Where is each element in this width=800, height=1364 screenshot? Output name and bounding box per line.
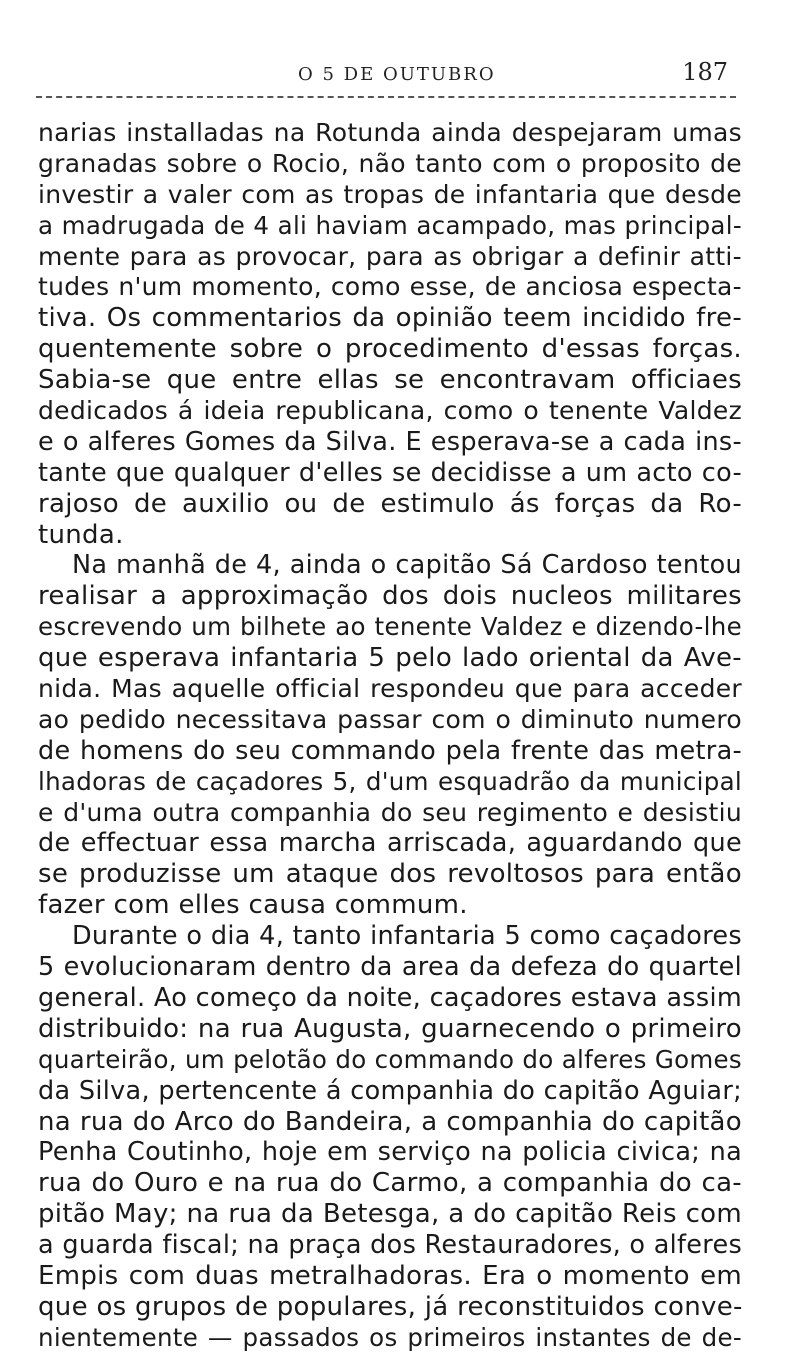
text-line: da Silva, pertencente á companhia do capitão Aguiar;	[38, 1075, 742, 1106]
header-rule	[36, 96, 736, 98]
text-line: Durante o dia 4, tanto infantaria 5 como caçadores	[72, 921, 742, 952]
text-line: granadas sobre o Rocio, não tanto com o proposito de	[38, 148, 742, 178]
text-line: de effectuar essa marcha arriscada, aguardando que	[38, 828, 742, 859]
text-line: lhadoras de caçadores 5, d'um esquadrão da municipal	[38, 766, 742, 796]
text-line: tudes n'um momento, como esse, de anciosa especta-	[38, 272, 742, 302]
text-line: 5 evolucionaram dentro da area da defeza do quartel	[38, 952, 742, 983]
text-line: a guarda fiscal; na praça dos Restauradores, o alferes	[38, 1230, 743, 1261]
text-line: e d'uma outra companhia do seu regimento e desistiu	[38, 797, 742, 827]
text-line: Sabia-se que entre ellas se encontravam officiaes	[38, 365, 742, 396]
text-line: na rua do Arco do Bandeira, a companhia do capitão	[38, 1106, 742, 1137]
text-line: quentemente sobre o procedimento d'essas forças.	[38, 334, 742, 365]
text-line: ao pedido necessitava passar com o diminuto numero	[38, 704, 742, 734]
text-line: Empis com duas metralhadoras. Era o momento em	[38, 1260, 742, 1291]
text-line: realisar a approximação dos dois nucleos militares	[38, 581, 742, 612]
text-line: fazer com elles causa commum.	[38, 890, 468, 921]
text-line: dedicados á ideia republicana, como o tenente Valdez	[38, 396, 742, 426]
page-header	[36, 58, 736, 98]
text-line: narias installadas na Rotunda ainda despejaram umas	[38, 118, 742, 147]
page-number: 187	[682, 58, 728, 86]
text-line: Penha Coutinho, hoje em serviço na policia civica; na	[38, 1137, 742, 1168]
text-line: rajoso de auxilio ou de estimulo ás forças da Ro-	[38, 488, 742, 519]
text-line: e o alferes Gomes da Silva. E esperava-se a cada ins-	[38, 426, 742, 457]
text-line: mente para as provocar, para as obrigar a definir atti-	[38, 241, 742, 271]
text-line: a madrugada de 4 ali haviam acampado, mas principal-	[38, 210, 742, 240]
text-line: escrevendo um bilhete ao tenente Valdez e dizendo-lhe	[38, 612, 742, 642]
text-line: que esperava infantaria 5 pelo lado oriental da Ave-	[38, 643, 742, 674]
text-line: investir a valer com as tropas de infantaria que desde	[38, 179, 742, 209]
text-line: tiva. Os commentarios da opinião teem incidido fre-	[38, 303, 742, 334]
text-line: distribuido: na rua Augusta, guarnecendo o primeiro	[38, 1013, 742, 1044]
body-text	[38, 118, 742, 1354]
text-line: se produzisse um ataque dos revoltosos para então	[38, 859, 742, 890]
text-line: tunda.	[38, 519, 124, 550]
text-line: tante que qualquer d'elles se decidisse a um acto co-	[38, 457, 742, 488]
text-line: de homens do seu commando pela frente das metra-	[38, 735, 742, 766]
text-line: rua do Ouro e na rua do Carmo, a companhia do ca-	[38, 1168, 742, 1199]
text-line: quarteirão, um pelotão do commando do alferes Gomes	[38, 1044, 742, 1074]
text-line: que os grupos de populares, já reconstituidos conve-	[38, 1291, 743, 1322]
text-line: pitão May; na rua da Betesga, a do capitão Reis com	[38, 1199, 742, 1230]
text-line: nientemente — passados os primeiros instantes de de-	[38, 1322, 742, 1352]
text-line: nida. Mas aquelle official respondeu que para acceder	[38, 674, 742, 704]
text-line: Na manhã de 4, ainda o capitão Sá Cardoso tentou	[72, 550, 742, 581]
running-title: O 5 DE OUTUBRO	[298, 64, 496, 85]
text-line: general. Ao começo da noite, caçadores estava assim	[38, 982, 742, 1013]
